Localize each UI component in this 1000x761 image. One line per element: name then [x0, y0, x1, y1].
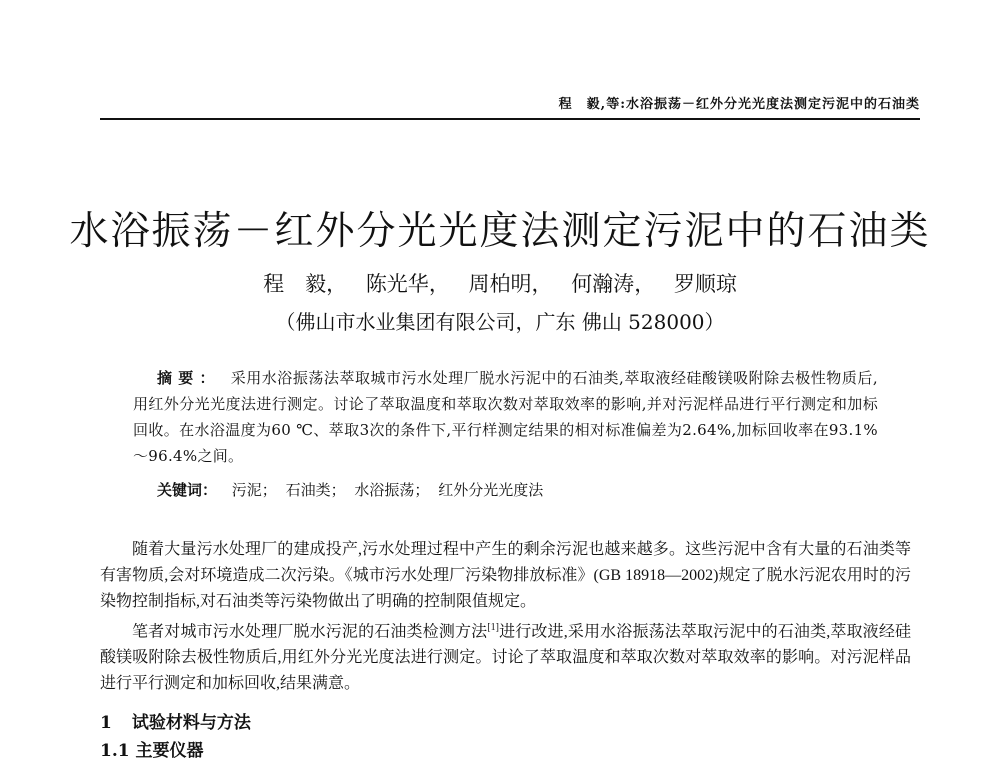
section-number: 1 [100, 713, 112, 733]
author-separator: ， [428, 272, 450, 296]
keyword: 水浴振荡； [354, 481, 430, 499]
keyword: 红外分光光度法 [438, 481, 544, 499]
paper-title: 水浴振荡－红外分光光度法测定污泥中的石油类 [69, 209, 931, 254]
paragraph-text: 笔者对城市污水处理厂脱水污泥的石油类检测方法 [132, 623, 488, 641]
author-separator: ， [531, 272, 553, 296]
author-name: 周柏明 [468, 272, 532, 296]
author-separator: ， [634, 272, 656, 296]
keyword: 石油类； [285, 481, 346, 499]
author-separator: ， [326, 272, 348, 296]
abstract-label: 摘要： [157, 369, 221, 387]
author-list [0, 268, 1000, 298]
abstract-text: 采用水浴振荡法萃取城市污水处理厂脱水污泥中的石油类,萃取液经硅酸镁吸附除去极性物质后,用红外分光光度法进行测定。讨论了萃取温度和萃取次数对萃取效率的影响,并对污泥样品进行平行测定和加标回收。在水浴温度为60 ℃、萃取3次的条件下,平行样测定结果的相对标准偏差为2.64%,加标回收率在93.1%～96.4%之间。 [133, 369, 878, 465]
section-title: 试验材料与方法 [131, 713, 251, 733]
author-name: 何瀚涛 [571, 272, 635, 296]
paragraph-text: 进行改进,采用水浴振荡法萃取污泥中的石油类,萃取液经硅酸镁吸附除去极性物质后,用红外分光光度法进行测定。讨论了萃取温度和萃取次数对萃取效率的影响。对污泥样品进行平行测定和加标回收,结果满意。 [100, 623, 911, 693]
section-title: 主要仪器 [135, 741, 204, 761]
body-paragraph [100, 615, 911, 697]
body-paragraph: 随着大量污水处理厂的建成投产,污水处理过程中产生的剩余污泥也越来越多。这些污泥中含有大量的石油类等有害物质,会对环境造成二次污染。《城市污水处理厂污染物排放标准》(GB 18918—2002)规定了脱水污泥农用时的污染物控制指标,对石油类等污染物做出了明确的控制限值规定。 [100, 541, 911, 610]
header-rule [100, 118, 920, 120]
abstract [133, 365, 878, 469]
running-header: 程 毅,等:水浴振荡－红外分光光度法测定污泥中的石油类 [558, 97, 920, 112]
author-name: 罗顺琼 [673, 272, 737, 296]
section-number: 1.1 [100, 741, 130, 761]
keywords [157, 479, 547, 500]
author-name: 陈光华 [365, 272, 429, 296]
section-heading [100, 736, 204, 761]
section-heading [100, 708, 251, 733]
citation-ref: [1] [487, 622, 499, 633]
body-text [100, 537, 911, 697]
keywords-label: 关键词： [157, 481, 218, 499]
author-name: 程 毅 [263, 272, 327, 296]
keyword: 污泥； [231, 481, 277, 499]
affiliation: （佛山市水业集团有限公司，广东 佛山 528000） [275, 310, 725, 334]
